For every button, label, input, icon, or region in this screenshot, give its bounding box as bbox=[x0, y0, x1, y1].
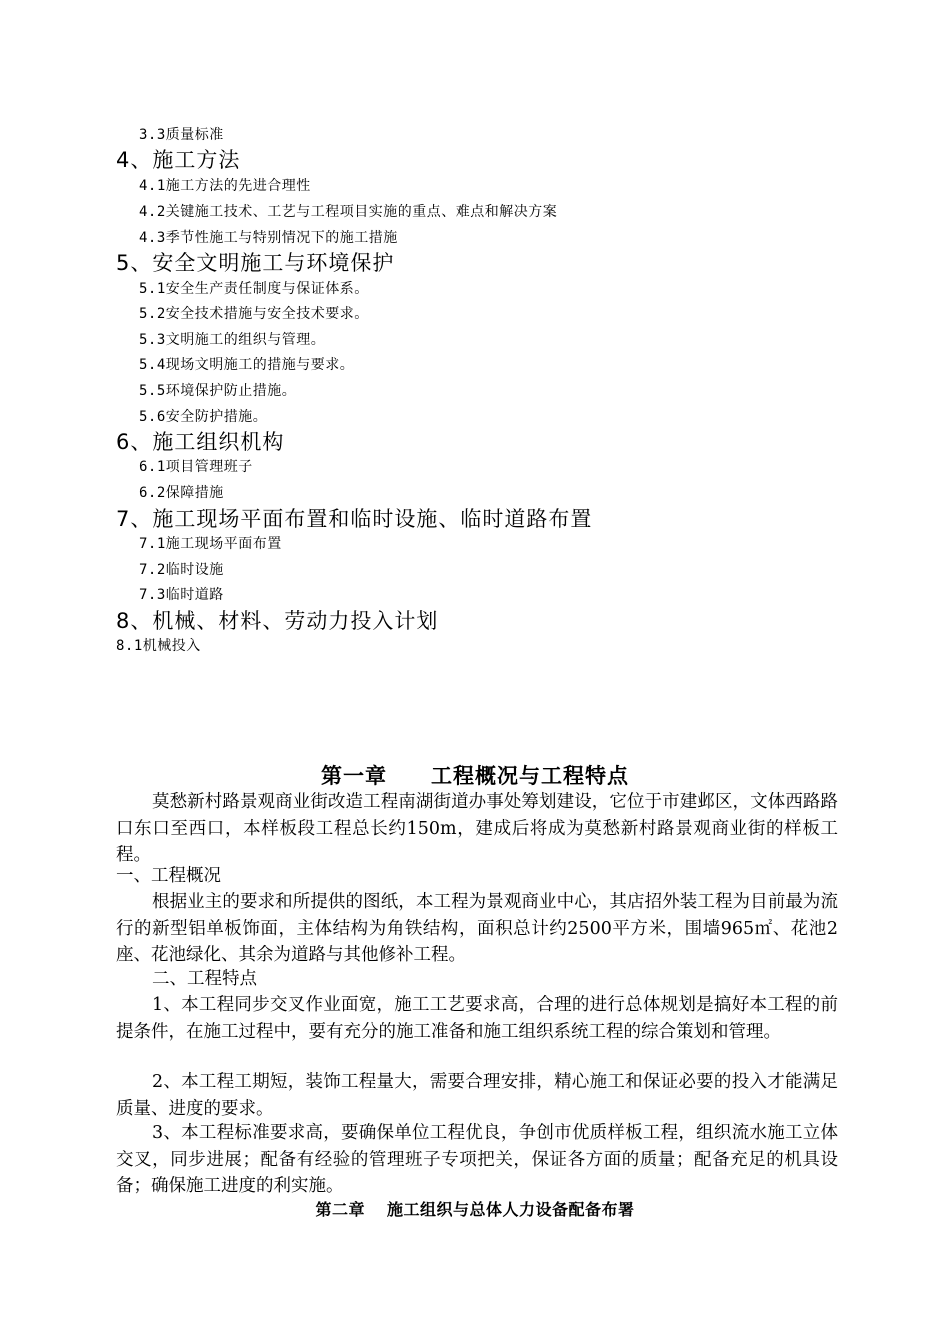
section-2-heading: 二、工程特点 bbox=[152, 969, 257, 989]
toc-heading: 8、机械、材料、劳动力投入计划 bbox=[116, 609, 439, 633]
toc-item: 5.3文明施工的组织与管理。 bbox=[139, 332, 326, 348]
feature-2-paragraph: 2、本工程工期短，装饰工程量大，需要合理安排，精心施工和保证必要的投入才能满足质量、进度的要求。 bbox=[116, 1072, 838, 1119]
section-1-heading: 一、工程概况 bbox=[116, 866, 221, 886]
toc-item: 5.4现场文明施工的措施与要求。 bbox=[139, 357, 355, 373]
toc-item: 5.6安全防护措施。 bbox=[139, 409, 268, 425]
chapter-2-title: 施工组织与总体人力设备配备布署 bbox=[387, 1200, 635, 1219]
toc-item: 5.2安全技术措施与安全技术要求。 bbox=[139, 306, 369, 322]
overview-paragraph: 根据业主的要求和所提供的图纸，本工程为景观商业中心，其店招外装工程为目前最为流行的新型铝单板饰面，主体结构为角铁结构，面积总计约2500平方米，围墙965㎡、花池2座、花池绿化、其余为道路与其他修补工程。 bbox=[116, 892, 838, 965]
toc-item: 6.1项目管理班子 bbox=[139, 459, 253, 475]
toc-item: 7.2临时设施 bbox=[139, 562, 224, 578]
toc-heading: 4、施工方法 bbox=[116, 148, 241, 172]
toc-heading: 6、施工组织机构 bbox=[116, 430, 285, 454]
feature-1-paragraph: 1、本工程同步交叉作业面宽，施工工艺要求高，合理的进行总体规划是搞好本工程的前提条件，在施工过程中，要有充分的施工准备和施工组织系统工程的综合策划和管理。 bbox=[116, 995, 838, 1042]
toc-heading: 5、安全文明施工与环境保护 bbox=[116, 251, 395, 275]
chapter-2-heading bbox=[0, 1197, 950, 1220]
chapter-2-number: 第二章 bbox=[315, 1200, 365, 1219]
toc-item: 4.1施工方法的先进合理性 bbox=[139, 178, 311, 194]
toc-item: 3.3质量标准 bbox=[139, 127, 224, 143]
toc-item: 5.1安全生产责任制度与保证体系。 bbox=[139, 281, 369, 297]
chapter-1-heading bbox=[0, 760, 950, 790]
intro-paragraph: 莫愁新村路景观商业街改造工程南湖街道办事处筹划建设，它位于市建邺区，文体西路路口东口至西口，本样板段工程总长约150m，建成后将成为莫愁新村路景观商业街的样板工程。 bbox=[116, 792, 838, 865]
toc-item: 6.2保障措施 bbox=[139, 485, 224, 501]
toc-heading: 7、施工现场平面布置和临时设施、临时道路布置 bbox=[116, 507, 593, 531]
feature-3-paragraph: 3、本工程标准要求高，要确保单位工程优良，争创市优质样板工程，组织流水施工立体交叉，同步进展；配备有经验的管理班子专项把关，保证各方面的质量；配备充足的机具设备；确保施工进度的利实施。 bbox=[116, 1123, 838, 1196]
toc-item: 4.2关键施工技术、工艺与工程项目实施的重点、难点和解决方案 bbox=[139, 204, 558, 220]
chapter-1-title: 工程概况与工程特点 bbox=[431, 763, 629, 788]
toc-item: 7.3临时道路 bbox=[139, 587, 224, 603]
toc-item: 7.1施工现场平面布置 bbox=[139, 536, 282, 552]
toc-item: 4.3季节性施工与特别情况下的施工措施 bbox=[139, 230, 398, 246]
chapter-1-number: 第一章 bbox=[321, 763, 387, 788]
toc-item: 8.1机械投入 bbox=[116, 638, 201, 654]
toc-item: 5.5环境保护防止措施。 bbox=[139, 383, 297, 399]
